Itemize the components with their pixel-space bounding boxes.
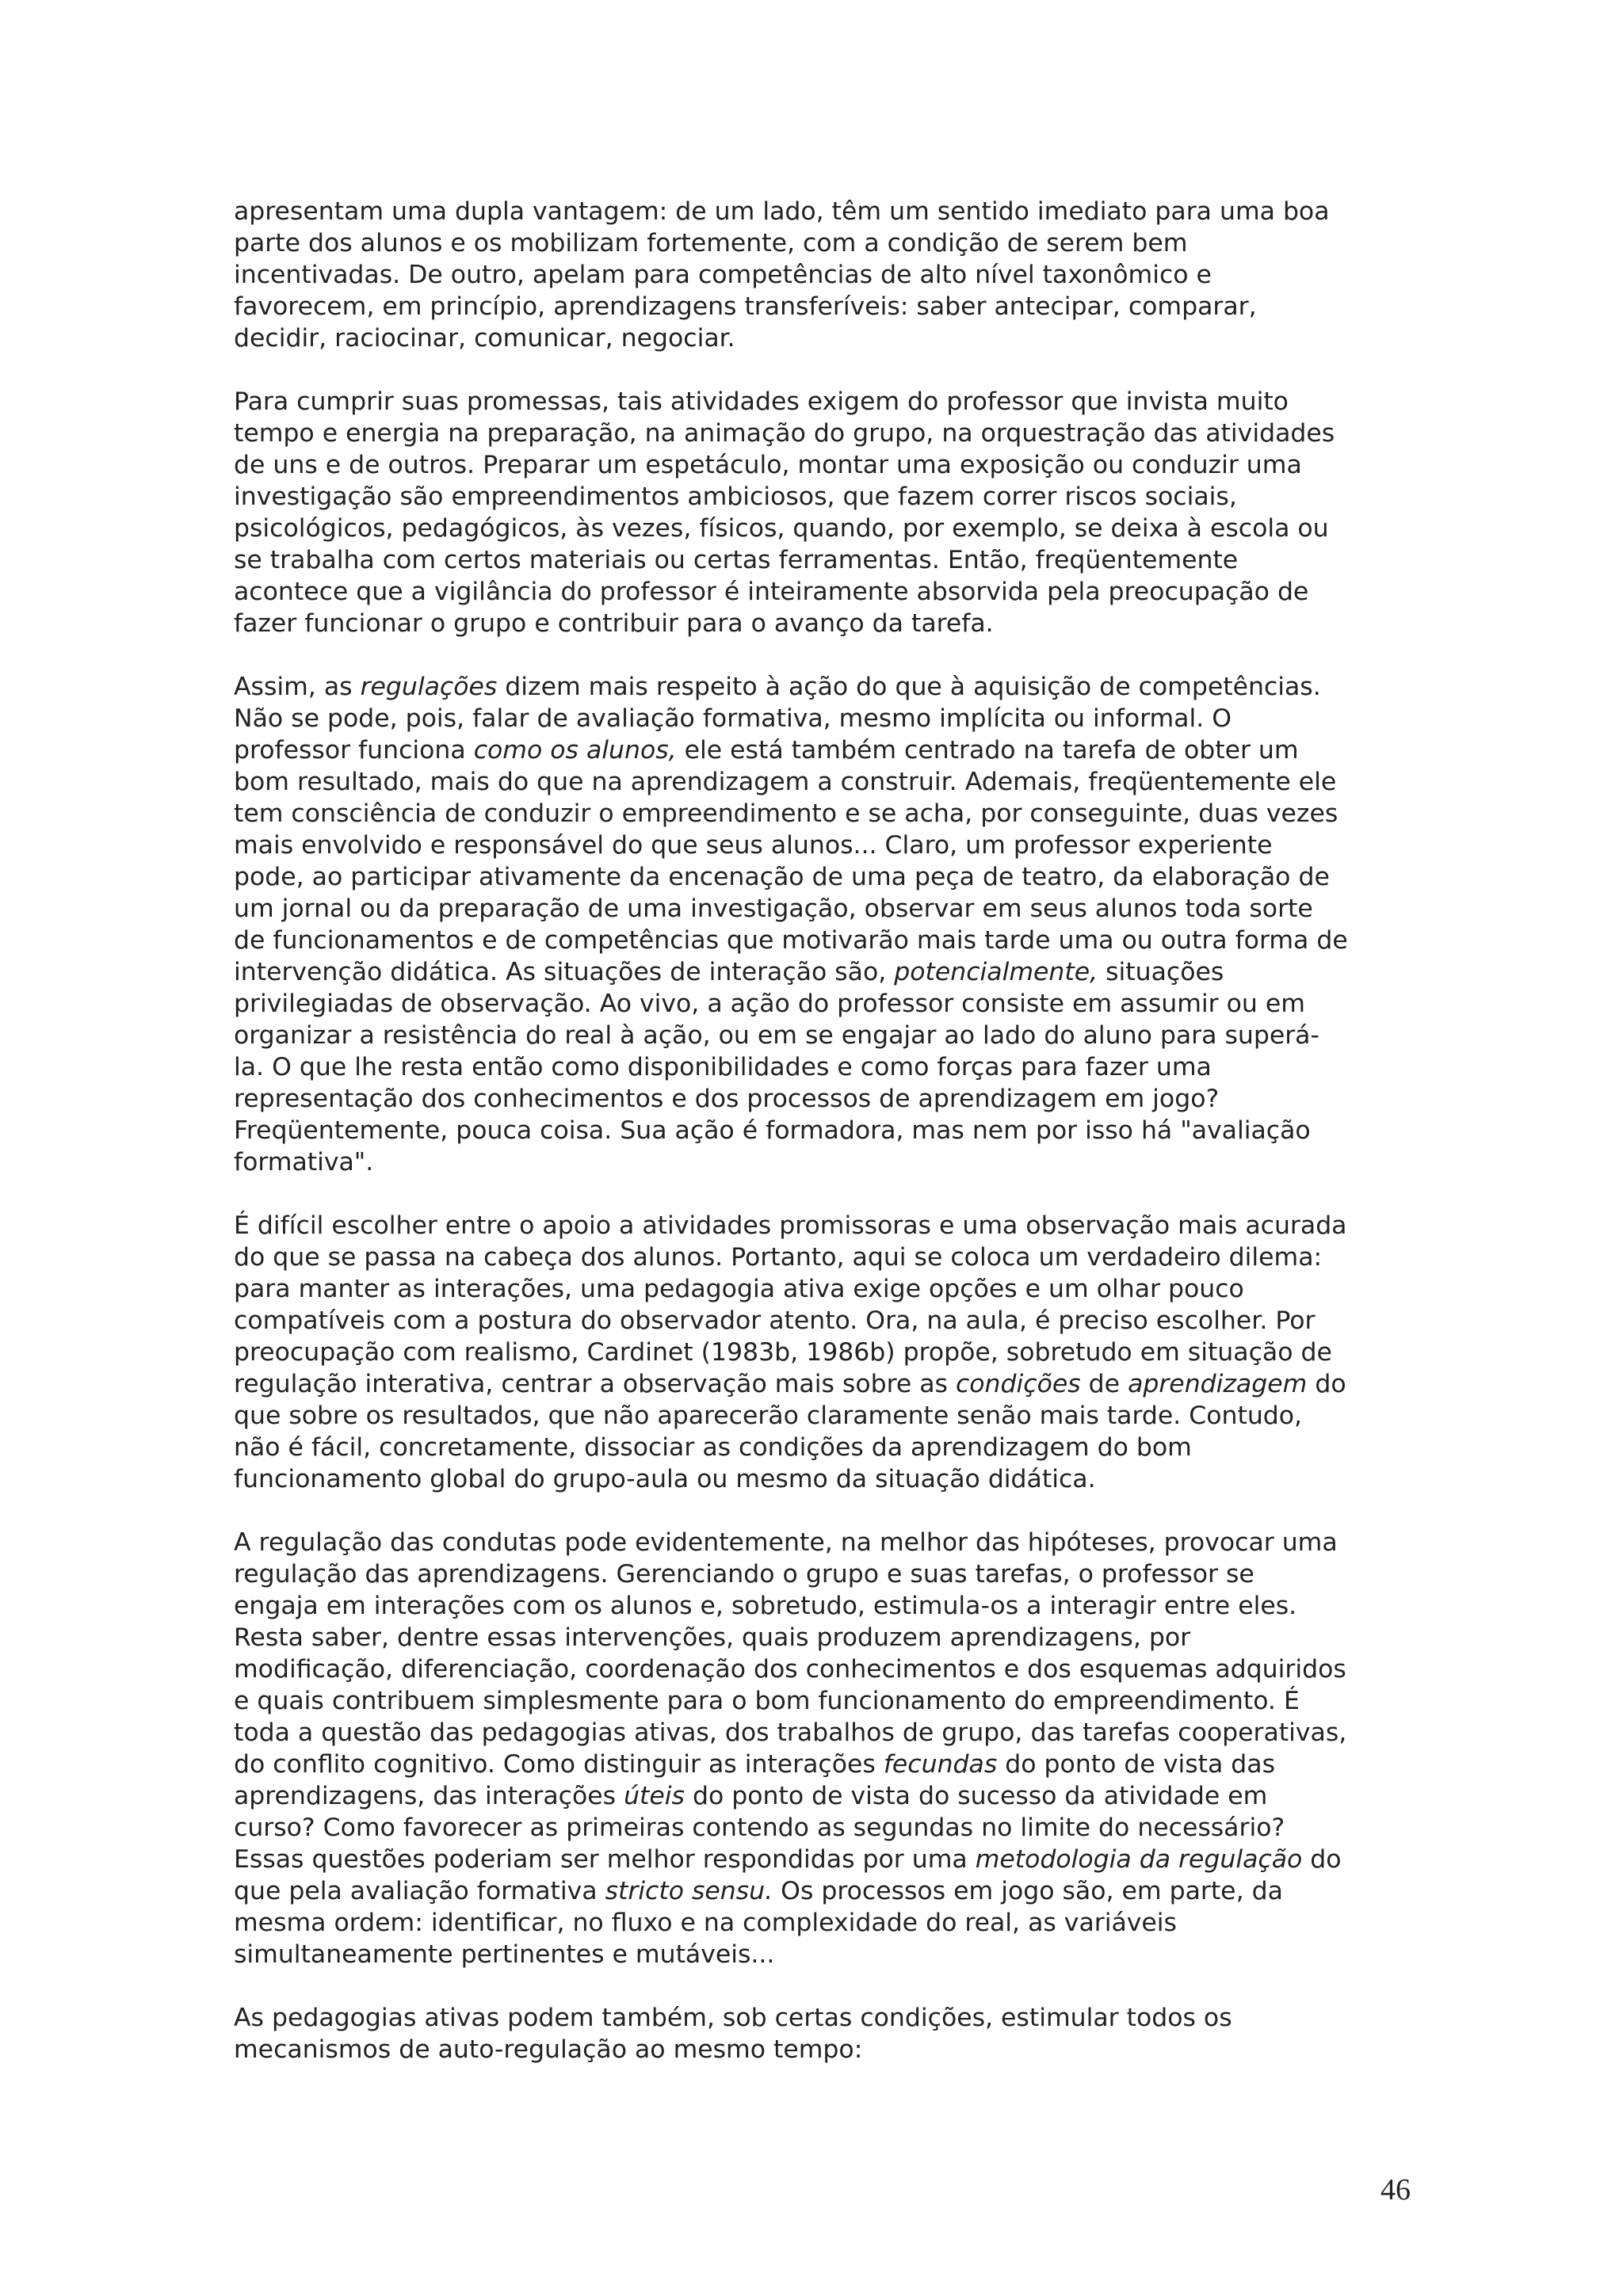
text-run: do que pela avaliação formativa [234, 1845, 1342, 1905]
page-number: 46 [1381, 2173, 1411, 2206]
text-run: Os processos em jogo são, em parte, da mesma ordem: identificar, no fluxo e na complexidade do real, as variáveis simultaneamente pertinentes e mutáveis... [234, 1877, 1283, 1969]
text-run: ele está também centrado na tarefa de obter um bom resultado, mais do que na aprendizagem a construir. Ademais, freqüentemente ele tem consciência de conduzir o empreendimento e se acha, por conseguinte, duas vezes mais envolvido e responsável do que seus alunos... Claro, um professor experiente pode, ao participar ativamente da encenação de uma peça de teatro, da elaboração de um jornal ou da preparação de uma investigação, observar em seus alunos toda sorte de funcionamentos e de competências que motivarão mais tarde uma ou outra forma de intervenção didática. As situações de interação são, [234, 736, 1348, 986]
paragraph [234, 1527, 1415, 1970]
body-text [234, 196, 1415, 2097]
italic-text: aprendizagem [1128, 1370, 1308, 1398]
text-run: Assim, as [234, 673, 361, 701]
text-run: As pedagogias ativas podem também, sob certas condições, estimular todos os mecanismos de auto-regulação ao mesmo tempo: [234, 2004, 1232, 2064]
italic-text: condições [955, 1370, 1081, 1398]
text-run: A regulação das condutas pode evidentemente, na melhor das hipóteses, provocar uma regulação das aprendizagens. Gerenciando o grupo e suas tarefas, o professor se engaja em interações com os alunos e, sobretudo, estimula-os a interagir entre eles. Resta saber, dentre essas intervenções, quais produzem aprendizagens, por modificação, diferenciação, coordenação dos conhecimentos e dos esquemas adquiridos e quais contribuem simplesmente para o bom funcionamento do empreendimento. É toda a questão das pedagogias ativas, dos trabalhos de grupo, das tarefas cooperativas, do conflito cognitivo. Como distinguir as interações [234, 1528, 1347, 1779]
text-run: de [1080, 1370, 1128, 1398]
italic-text: regulações [360, 673, 498, 701]
italic-text: stricto sensu. [605, 1877, 773, 1905]
paragraph [234, 2002, 1415, 2065]
paragraph [234, 671, 1415, 1178]
text-run: do ponto de vista das aprendizagens, das interações [234, 1750, 1275, 1810]
text-run: do ponto de vista do sucesso da atividade em curso? Como favorecer as primeiras contendo as segundas no limite do necessário? Essas questões poderiam ser melhor respondidas por uma [234, 1782, 1285, 1874]
italic-text: como os alunos, [473, 736, 677, 765]
paragraph [234, 1210, 1415, 1495]
text-run: É difícil escolher entre o apoio a atividades promissoras e uma observação mais acurada do que se passa na cabeça dos alunos. Portanto, aqui se coloca um verdadeiro dilema: para manter as interações, uma pedagogia ativa exige opções e um olhar pouco compatíveis com a postura do observador atento. Ora, na aula, é preciso escolher. Por preocupação com realismo, Cardinet (1983b, 1986b) propõe, sobretudo em situação de regulação interativa, centrar a observação mais sobre as [234, 1211, 1347, 1398]
paragraph [234, 386, 1415, 639]
italic-text: potencialmente, [894, 958, 1098, 986]
italic-text: fecundas [883, 1750, 998, 1779]
paragraph [234, 196, 1415, 354]
text-run: Para cumprir suas promessas, tais atividades exigem do professor que invista muito tempo e energia na preparação, na animação do grupo, na orquestração das atividades de uns e de outros. Preparar um espetáculo, montar uma exposição ou conduzir uma investigação são empreendimentos ambiciosos, que fazem correr riscos sociais, psicológicos, pedagógicos, às vezes, físicos, quando, por exemplo, se deixa à escola ou se trabalha com certos materiais ou certas ferramentas. Então, freqüentemente acontece que a vigilância do professor é inteiramente absorvida pela preocupação de fazer funcionar o grupo e contribuir para o avanço da tarefa. [234, 387, 1335, 638]
text-run: apresentam uma dupla vantagem: de um lado, têm um sentido imediato para uma boa parte dos alunos e os mobilizam fortemente, com a condição de serem bem incentivadas. De outro, apelam para competências de alto nível taxonômico e favorecem, em princípio, aprendizagens transferíveis: saber antecipar, comparar, decidir, raciocinar, comunicar, negociar. [234, 197, 1330, 353]
text-run: situações privilegiadas de observação. Ao vivo, a ação do professor consiste em assumir ou em organizar a resistência do real à ação, ou em se engajar ao lado do aluno para superá- la. O que lhe resta então como disponibilidades e como forças para fazer uma representação dos conhecimentos e dos processos de aprendizagem em jogo? Freqüentemente, pouca coisa. Sua ação é formadora, mas nem por isso há "avaliação formativa". [234, 958, 1319, 1177]
text-run: dizem mais respeito à ação do que à aquisição de competências. Não se pode, pois, falar de avaliação formativa, mesmo implícita ou informal. O professor funciona [234, 673, 1321, 765]
italic-text: metodologia da regulação [975, 1845, 1303, 1874]
italic-text: úteis [624, 1782, 685, 1810]
text-run: do que sobre os resultados, que não aparecerão claramente senão mais tarde. Contudo, não é fácil, concretamente, dissociar as condições da aprendizagem do bom funcionamento global do grupo-aula ou mesmo da situação didática. [234, 1370, 1346, 1493]
